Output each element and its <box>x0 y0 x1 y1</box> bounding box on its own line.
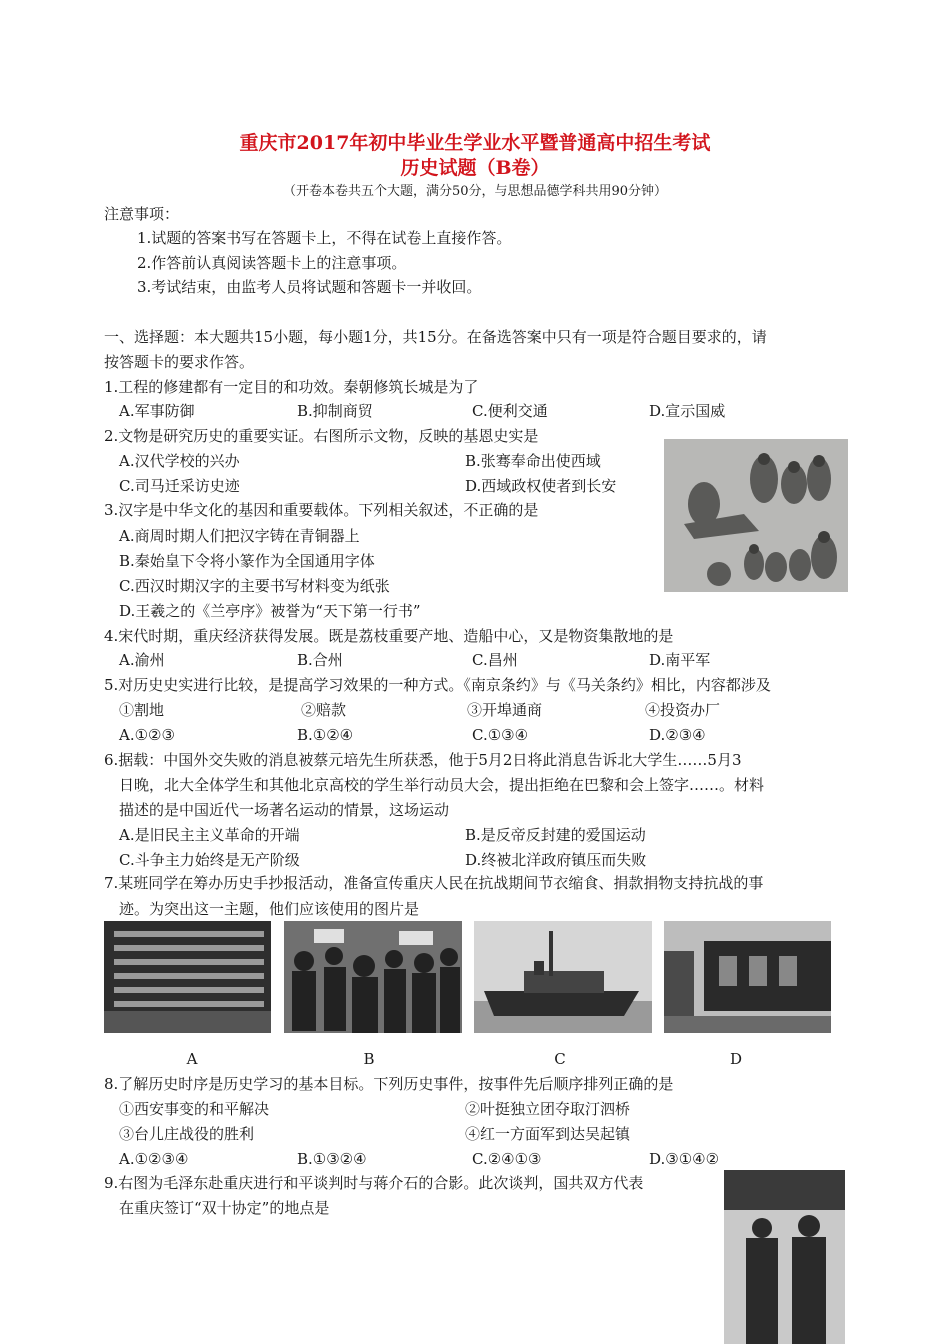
option-b: B.①②④ <box>297 726 354 744</box>
item-4: ④红一方面军到达吴起镇 <box>465 1125 631 1143</box>
option-a: A.商周时期人们把汉字铸在青铜器上 <box>119 527 360 545</box>
question-stem: 2.文物是研究历史的重要实证。右图所示文物，反映的基恩史实是 <box>104 427 539 445</box>
option-a: A.是旧民主主义革命的开端 <box>119 826 300 844</box>
option-c: C.西汉时期汉字的主要书写材料变为纸张 <box>119 577 390 595</box>
question-stem: 7.某班同学在筹办历史手抄报活动，准备宣传重庆人民在抗战期间节衣缩食、捐款捐物支持抗战的事 <box>104 874 764 892</box>
stone-relief-image <box>664 439 848 592</box>
photo-c-ship <box>474 921 652 1033</box>
note-item: 2.作答前认真阅读答题卡上的注意事项。 <box>137 254 407 272</box>
photo-b-crowd <box>284 921 462 1033</box>
option-c: C.②④①③ <box>472 1150 542 1168</box>
note-item: 3.考试结束，由监考人员将试题和答题卡一并收回。 <box>137 278 482 296</box>
option-c: C.便利交通 <box>472 402 548 420</box>
item-3: ③台儿庄战役的胜利 <box>119 1125 255 1143</box>
option-b: B.①③②④ <box>297 1150 367 1168</box>
question-stem: 4.宋代时期，重庆经济获得发展。既是荔枝重要产地、造船中心，又是物资集散地的是 <box>104 627 674 645</box>
photo-d-street <box>664 921 831 1033</box>
option-b: B.秦始皇下令将小篆作为全国通用字体 <box>119 552 375 570</box>
question-stem: 描述的是中国近代一场著名运动的情景，这场运动 <box>119 801 450 819</box>
question-stem: 9.右图为毛泽东赴重庆进行和平谈判时与蒋介石的合影。此次谈判，国共双方代表 <box>104 1174 644 1192</box>
photo-label-d: D <box>729 1050 743 1068</box>
item-1: ①西安事变的和平解决 <box>119 1100 270 1118</box>
option-a: A.汉代学校的兴办 <box>119 452 240 470</box>
option-b: B.合州 <box>297 651 343 669</box>
question-stem: 6.据载：中国外交失败的消息被蔡元培先生所获悉，他于5月2日将此消息告诉北大学生……5月3 <box>104 751 742 769</box>
question-stem: 迹。为突出这一主题，他们应该使用的图片是 <box>119 900 420 918</box>
question-stem: 8.了解历史时序是历史学习的基本目标。下列历史事件，按事件先后顺序排列正确的是 <box>104 1075 674 1093</box>
notes-heading: 注意事项： <box>104 205 180 223</box>
option-b: B.抑制商贸 <box>297 402 373 420</box>
item-1: ①割地 <box>119 701 165 719</box>
note-item: 1.试题的答案书写在答题卡上，不得在试卷上直接作答。 <box>137 229 512 247</box>
item-4: ④投资办厂 <box>645 701 721 719</box>
photo-label-b: B <box>363 1050 375 1068</box>
option-a: A.军事防御 <box>119 402 195 420</box>
question-stem: 日晚，北大全体学生和其他北京高校的学生举行动员大会，提出拒绝在巴黎和会上签字……。材料 <box>119 776 765 794</box>
option-b: B.张骞奉命出使西域 <box>465 452 601 470</box>
section-intro: 一、选择题：本大题共15小题，每小题1分，共15分。在备选答案中只有一项是符合题目要求的，请 <box>104 328 767 346</box>
option-d: D.西域政权使者到长安 <box>465 477 617 495</box>
option-c: C.昌州 <box>472 651 518 669</box>
option-a: A.渝州 <box>119 651 165 669</box>
option-a: A.①②③④ <box>119 1150 189 1168</box>
photo-mao-chiang <box>724 1170 845 1344</box>
option-c: C.斗争主力始终是无产阶级 <box>119 851 300 869</box>
option-b: B.是反帝反封建的爱国运动 <box>465 826 646 844</box>
option-a: A.①②③ <box>119 726 175 744</box>
photo-label-a: A <box>186 1050 198 1068</box>
item-2: ②叶挺独立团夺取汀泗桥 <box>465 1100 631 1118</box>
question-stem: 1.工程的修建都有一定目的和功效。秦朝修筑长城是为了 <box>104 378 479 396</box>
option-d: D.王羲之的《兰亭序》被誉为“天下第一行书” <box>119 602 421 620</box>
item-2: ②赔款 <box>301 701 347 719</box>
exam-title: 重庆市2017年初中毕业生学业水平暨普通高中招生考试 <box>239 132 711 154</box>
photo-label-c: C <box>554 1050 566 1068</box>
section-intro: 按答题卡的要求作答。 <box>104 353 255 371</box>
option-c: C.①③④ <box>472 726 529 744</box>
question-stem: 3.汉字是中华文化的基因和重要载体。下列相关叙述，不正确的是 <box>104 501 539 519</box>
option-d: D.宣示国威 <box>649 402 726 420</box>
question-stem: 5.对历史史实进行比较，是提高学习效果的一种方式。《南京条约》与《马关条约》相比，内容都涉及 <box>104 676 771 694</box>
item-3: ③开埠通商 <box>467 701 543 719</box>
photo-a-factory <box>104 921 271 1033</box>
exam-instructions: （开卷本卷共五个大题，满分50分，与思想品德学科共用90分钟） <box>282 184 668 199</box>
option-d: D.南平军 <box>649 651 711 669</box>
option-d: D.③①④② <box>649 1150 720 1168</box>
option-c: C.司马迁采访史迹 <box>119 477 240 495</box>
question-stem: 在重庆签订“双十协定”的地点是 <box>119 1199 330 1217</box>
option-d: D.②③④ <box>649 726 706 744</box>
option-d: D.终被北洋政府镇压而失败 <box>465 851 647 869</box>
exam-subtitle: 历史试题（B卷） <box>400 157 550 179</box>
